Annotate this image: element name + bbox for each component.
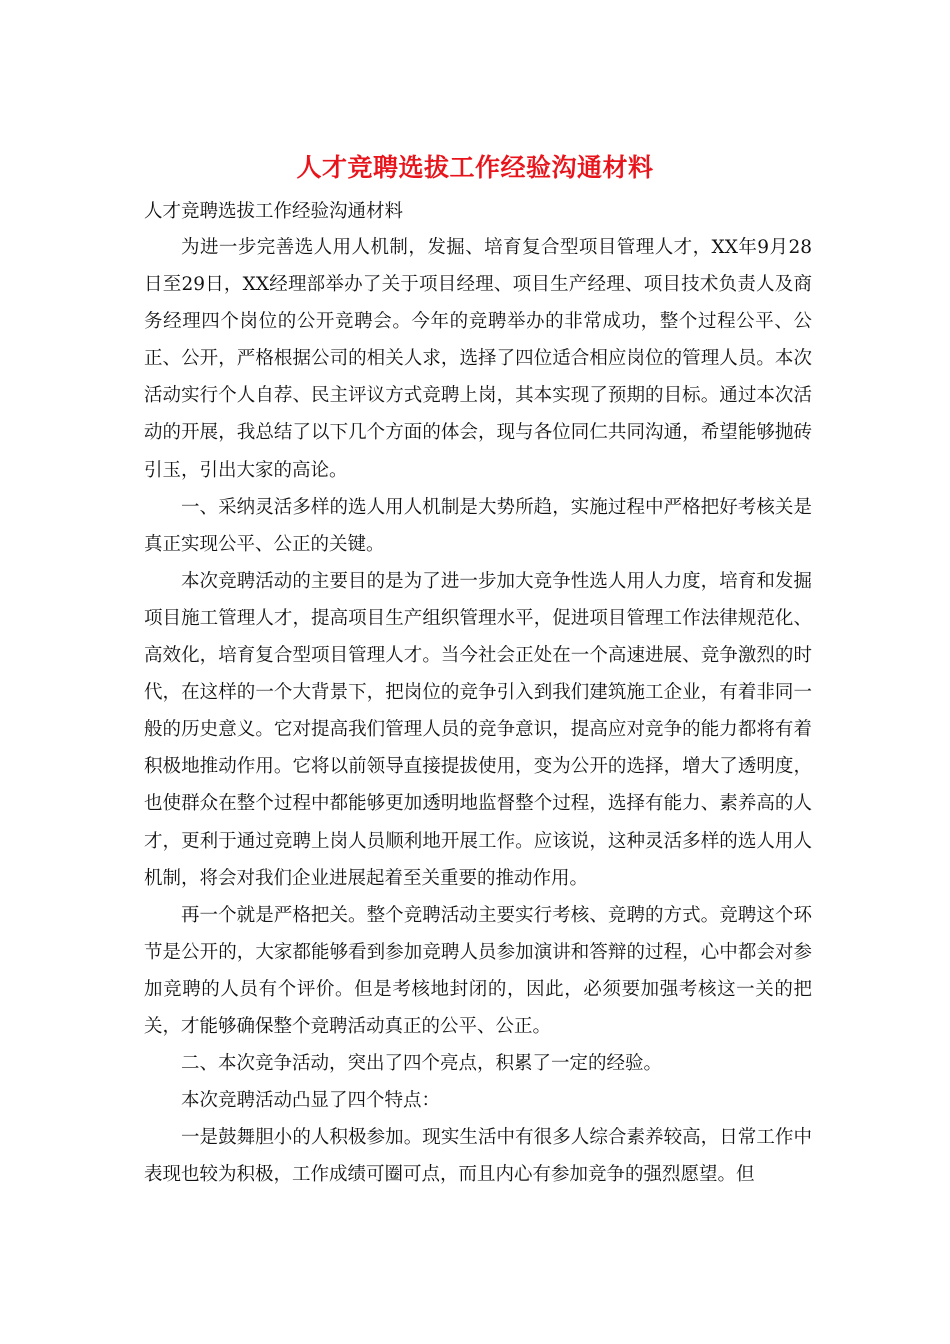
- paragraph-intro: 为进一步完善选人用人机制，发掘、培育复合型项目管理人才，XX年9月28日至29日，XX经理部举办了关于项目经理、项目生产经理、项目技术负责人及商务经理四个岗位的公开竞聘会。今年的竞聘举办的非常成功，整个过程公平、公正、公开，严格根据公司的相关人求，选择了四位适合相应岗位的管理人员。本次活动实行个人自荐、民主评议方式竞聘上岗，其本实现了预期的目标。通过本次活动的开展，我总结了以下几个方面的体会，现与各位同仁共同沟通，希望能够抛砖引玉，引出大家的高论。: [144, 237, 812, 481]
- document-title: 人才竞聘选拔工作经验沟通材料: [296, 153, 654, 182]
- paragraph-section-one-heading: 一、采纳灵活多样的选人用人机制是大势所趋，实施过程中严格把好考核关是真正实现公平、公正的关键。: [144, 496, 812, 555]
- paragraph-strict-review: 再一个就是严格把关。整个竞聘活动主要实行考核、竞聘的方式。竞聘这个环节是公开的，大家都能够看到参加竞聘人员参加演讲和答辩的过程，心中都会对参加竞聘的人员有个评价。但是考核地封闭的，因此，必须要加强考核这一关的把关，才能够确保整个竞聘活动真正的公平、公正。: [144, 904, 812, 1037]
- document-body: [144, 229, 812, 1193]
- paragraph-purpose: 本次竞聘活动的主要目的是为了进一步加大竞争性选人用人力度，培育和发掘项目施工管理人才，提高项目生产组织管理水平，促进项目管理工作法律规范化、高效化，培育复合型项目管理人才。当今社会正处在一个高速进展、竞争激烈的时代，在这样的一个大背景下，把岗位的竞争引入到我们建筑施工企业，有着非同一般的历史意义。它对提高我们管理人员的竞争意识，提高应对竞争的能力都将有着积极地推动作用。它将以前领导直接提拔使用，变为公开的选择，增大了透明度，也使群众在整个过程中都能够更加透明地监督整个过程，选择有能力、素养高的人才，更利于通过竞聘上岗人员顺利地开展工作。应该说，这种灵活多样的选人用人机制，将会对我们企业进展起着至关重要的推动作用。: [144, 570, 812, 889]
- document-subtitle: 人才竞聘选拔工作经验沟通材料: [144, 201, 404, 222]
- paragraph-feature-one: 一是鼓舞胆小的人积极参加。现实生活中有很多人综合素养较高，日常工作中表现也较为积极，工作成绩可圈可点，而且内心有参加竞争的强烈愿望。但: [144, 1127, 812, 1186]
- paragraph-section-two-heading: 二、本次竞争活动，突出了四个亮点，积累了一定的经验。: [181, 1053, 663, 1075]
- paragraph-four-features: 本次竞聘活动凸显了四个特点：: [181, 1090, 441, 1112]
